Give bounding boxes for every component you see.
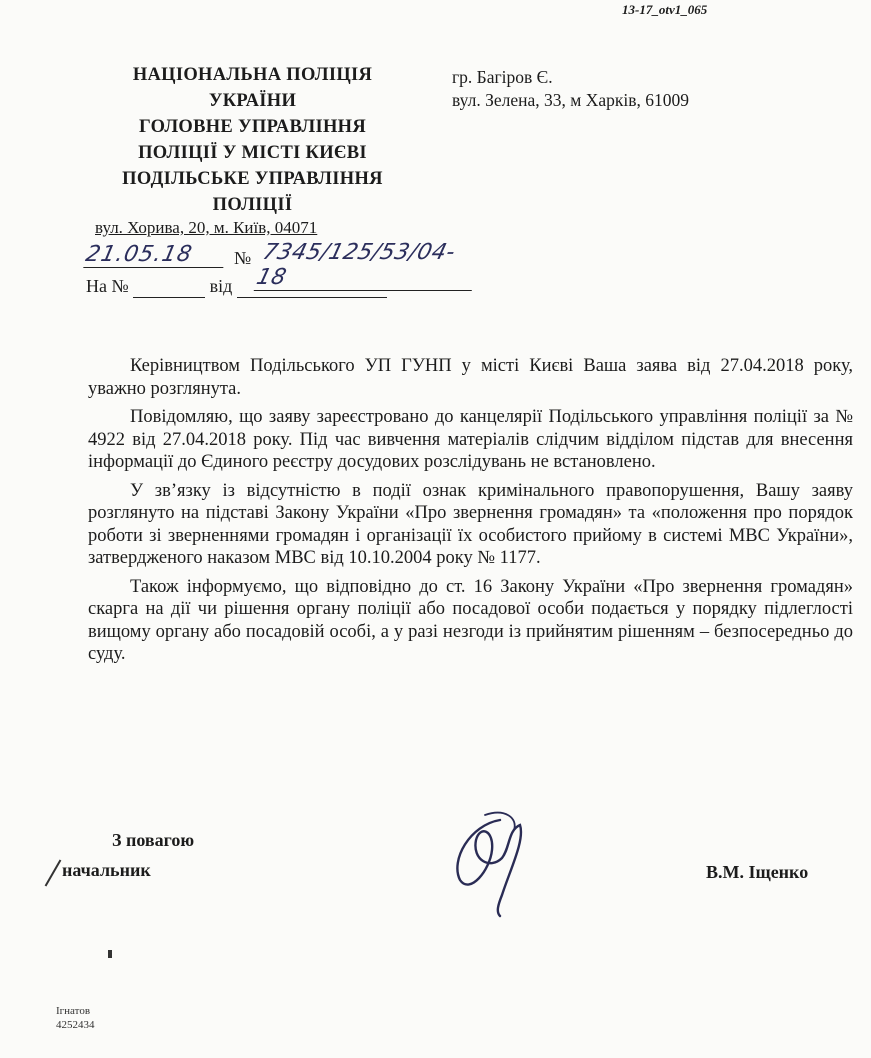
letterhead [80, 62, 425, 218]
reference-prefix: На № [86, 276, 129, 296]
file-code: 13-17_otv1_065 [622, 2, 708, 17]
letter-body [88, 355, 853, 672]
letterhead-address: вул. Хорива, 20, м. Київ, 04071 [95, 218, 318, 237]
recipient-name: гр. Багіров Є. [452, 67, 553, 87]
letterhead-line: ПОЛІЦІЇ [212, 195, 293, 215]
executor-block [56, 1004, 95, 1032]
body-paragraph: Також інформуємо, що відповідно до ст. 16 Закону України «Про звернення громадян» скарга на дії чи рішення органу поліції або посадової особи подається у порядку підлеглості вищому органу або посадовій особі, а у разі незгоди із прийнятим рішенням – безпосередньо до суду. [88, 576, 853, 664]
recipient-block [452, 66, 689, 112]
recipient-address: вул. Зелена, 33, м Харків, 61009 [452, 90, 690, 110]
letterhead-line: ГОЛОВНЕ УПРАВЛІННЯ [138, 117, 367, 137]
signer-name: В.М. Іщенко [706, 862, 809, 882]
executor-name: Ігнатов [56, 1005, 91, 1017]
pen-stroke-mark [45, 860, 62, 887]
body-paragraph: Керівництвом Подільського УП ГУНП у місті Києві Ваша заява від 27.04.2018 року, уважно розглянута. [88, 356, 853, 399]
reference-line [86, 276, 446, 298]
letterhead-line: ПОЛІЦІЇ У МІСТІ КИЄВІ [138, 143, 367, 163]
letterhead-line: УКРАЇНИ [208, 91, 297, 111]
letterhead-line: ПОДІЛЬСЬКЕ УПРАВЛІННЯ [122, 169, 383, 189]
registration-number-label: № [234, 248, 252, 268]
letterhead-line: НАЦІОНАЛЬНА ПОЛІЦІЯ [132, 65, 373, 85]
body-paragraph: У зв’язку із відсутністю в події ознак кримінального правопорушення, Вашу заяву розглянуто на підставі Закону України «Про звернення громадян» та «положення про порядок роботи зі зверненнями громадян і організації їх особистого прийому в системі МВС України», затвердженого наказом МВС від 10.10.2004 року № 1177. [88, 480, 853, 568]
signer-position: начальник [62, 860, 151, 880]
reference-date-blank [237, 276, 387, 298]
closing-phrase: З повагою [112, 830, 195, 850]
executor-phone: 4252434 [56, 1019, 95, 1031]
body-paragraph: Повідомляю, що заяву зареєстровано до канцелярії Подільського управління поліції за № 4922 від 27.04.2018 року. Під час вивчення матеріалів слідчим відділом підстав для внесення інформації до Єдиного реєстру досудових розслідувань не встановлено. [88, 407, 853, 472]
registration-number: 7345/125/53/04-18 [254, 240, 485, 291]
registration-date: 21.05.18 [83, 242, 229, 268]
reference-from-label: від [209, 276, 233, 296]
reference-number-blank [133, 276, 205, 298]
handwritten-signature [430, 800, 550, 920]
ink-dot-mark [108, 950, 112, 958]
